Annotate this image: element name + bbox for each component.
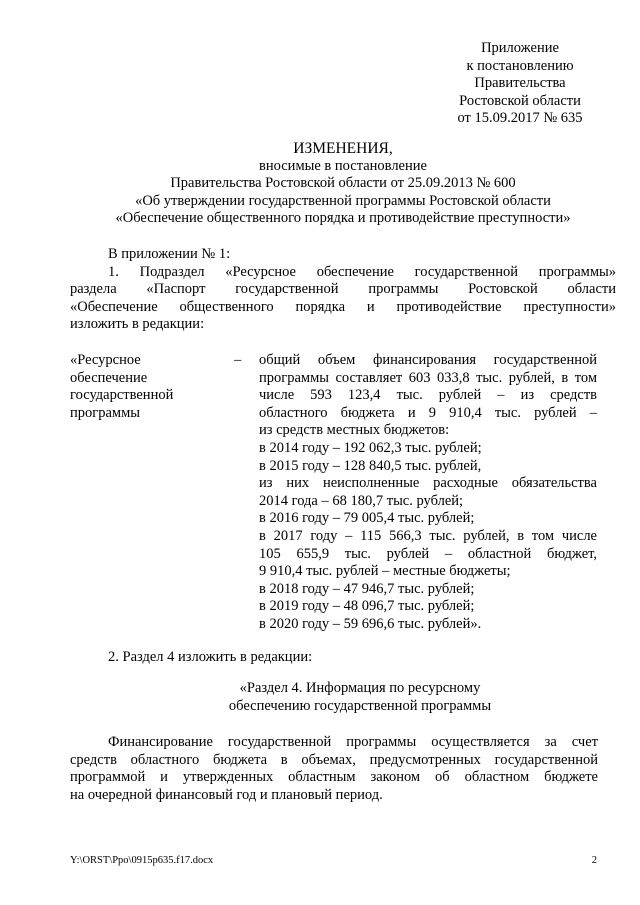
footer-file-path: Y:\ORST\Ppo\0915p635.f17.docx	[70, 855, 214, 866]
section4-line: обеспечению государственной программы	[228, 697, 492, 714]
resource-label	[70, 352, 210, 422]
item1-line: 1. Подраздел «Ресурсное обеспечение государственной программы»	[108, 263, 616, 280]
item1-line: изложить в редакции:	[70, 316, 205, 333]
resource-text-line: в 2020 году – 59 696,6 тыс. рублей».	[259, 615, 482, 632]
financing-line: на очередной финансовый год и плановый период.	[70, 786, 383, 803]
resource-label-line: программы	[70, 404, 140, 421]
resource-text-line: 9 910,4 тыс. рублей – местные бюджеты;	[259, 563, 511, 580]
annex-line: от 15.09.2017 № 635	[457, 110, 583, 127]
document-title	[70, 140, 616, 228]
annex-header	[420, 40, 620, 128]
financing-line: Финансирование государственной программы осуществляется за счет	[108, 734, 598, 750]
section4-line: «Раздел 4. Информация по ресурсному	[239, 680, 481, 696]
title-line: вносимые в постановление	[259, 157, 427, 174]
resource-text-line: областного бюджета и 9 910,4 тыс. рублей –	[259, 404, 597, 421]
title-heading: ИЗМЕНЕНИЯ,	[293, 140, 393, 157]
financing-line: средств областного бюджета в объемах, предусмотренных государственной	[70, 751, 598, 768]
intro-section	[70, 246, 616, 334]
dash-separator: –	[234, 352, 242, 368]
resource-text-line: числе 593 123,4 тыс. рублей – из средств	[259, 387, 597, 404]
annex-line: Правительства	[474, 75, 566, 92]
resource-text-line: программы составляет 603 033,8 тыс. рублей, в том	[259, 369, 597, 386]
item1-line: «Обеспечение общественного порядка и противодействие преступности»	[70, 298, 616, 315]
resource-text-line: в 2017 году – 115 566,3 тыс. рублей, в том числе	[259, 527, 597, 544]
resource-label-line: обеспечение	[70, 369, 148, 386]
item2-paragraph	[108, 649, 608, 667]
resource-text-line: в 2018 году – 47 946,7 тыс. рублей;	[259, 580, 475, 597]
title-line: Правительства Ростовской области от 25.09.2013 № 600	[170, 175, 516, 192]
resource-dash	[234, 352, 250, 370]
section4-heading	[150, 680, 570, 715]
page-number: 2	[591, 855, 597, 866]
resource-text-line: в 2019 году – 48 096,7 тыс. рублей;	[259, 598, 475, 615]
appendix-reference: В приложении № 1:	[108, 246, 231, 262]
annex-line: к постановлению	[466, 57, 574, 74]
resource-text-line: в 2016 году – 79 005,4 тыс. рублей;	[259, 510, 475, 527]
title-line: «Обеспечение общественного порядка и противодействие преступности»	[115, 210, 571, 227]
resource-text-line: в 2015 году – 128 840,5 тыс. рублей,	[259, 457, 482, 474]
annex-line: Ростовской области	[459, 92, 581, 109]
item1-line: раздела «Паспорт государственной программы Ростовской области	[70, 281, 616, 298]
financing-paragraph	[70, 734, 598, 804]
resource-text-line: в 2014 году – 192 062,3 тыс. рублей;	[259, 439, 482, 456]
title-line: «Об утверждении государственной программы Ростовской области	[135, 192, 551, 209]
item2-text: 2. Раздел 4 изложить в редакции:	[108, 649, 313, 665]
resource-text-line: 105 655,9 тыс. рублей – областной бюджет,	[259, 545, 597, 562]
resource-label-line: государственной	[70, 387, 174, 404]
resource-text-line: общий объем финансирования государственной	[259, 352, 597, 368]
resource-label-line: «Ресурсное	[70, 352, 141, 368]
annex-line: Приложение	[481, 40, 559, 56]
resource-text-line: из них неисполненные расходные обязательства	[259, 475, 597, 492]
resource-text-line: 2014 года – 68 180,7 тыс. рублей;	[259, 492, 464, 509]
resource-text-line: из средств местных бюджетов:	[259, 422, 450, 439]
financing-line: программой и утвержденных областным законом об областном бюджете	[70, 769, 598, 786]
resource-text	[259, 352, 597, 634]
